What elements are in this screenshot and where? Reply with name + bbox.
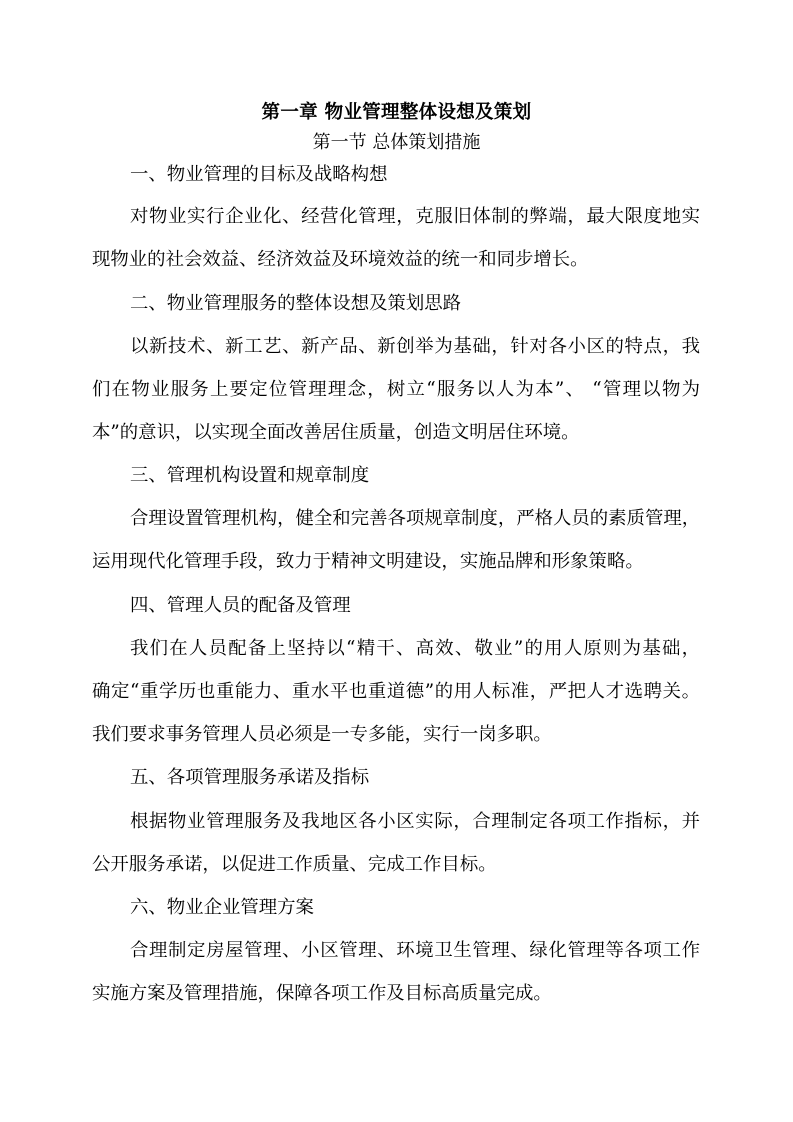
- paragraph-line: 现物业的社会效益、经济效益及环境效益的统一和同步增长。: [92, 249, 589, 270]
- section-heading: 三、管理机构设置和规章制度: [130, 465, 370, 486]
- paragraph-line: 对物业实行企业化、经营化管理，克服旧体制的弊端，最大限度地实: [130, 206, 700, 227]
- section-heading: 五、各项管理服务承诺及指标: [130, 767, 370, 788]
- paragraph-line: 以新技术、新工艺、新产品、新创举为基础，针对各小区的特点，我: [130, 336, 700, 357]
- paragraph-line: 公开服务承诺，以促进工作质量、完成工作目标。: [92, 854, 497, 875]
- paragraph-line: 合理制定房屋管理、小区管理、环境卫生管理、绿化管理等各项工作: [130, 940, 700, 961]
- section-heading: 四、管理人员的配备及管理: [130, 595, 351, 616]
- paragraph-line: 运用现代化管理手段，致力于精神文明建设，实施品牌和形象策略。: [92, 551, 644, 572]
- paragraph-line: 本”的意识，以实现全面改善居住质量，创造文明居住环境。: [92, 422, 580, 443]
- paragraph-line: 我们要求事务管理人员必须是一专多能，实行一岗多职。: [92, 724, 552, 745]
- paragraph-line: 我们在人员配备上坚持以“精干、高效、敬业”的用人原则为基础，: [130, 638, 700, 659]
- chapter-title: 第一章 物业管理整体设想及策划: [261, 102, 532, 123]
- paragraph-line: 们在物业服务上要定位管理理念，树立“服务以人为本”、 “管理以物为: [92, 379, 700, 400]
- paragraph-line: 实施方案及管理措施，保障各项工作及目标高质量完成。: [92, 983, 552, 1004]
- paragraph-line: 确定“重学历也重能力、重水平也重道德”的用人标准，严把人才选聘关。: [92, 681, 700, 702]
- section-title: 第一节 总体策划措施: [312, 132, 481, 153]
- section-heading: 一、物业管理的目标及战略构想: [130, 164, 388, 185]
- section-heading: 二、物业管理服务的整体设想及策划思路: [130, 293, 462, 314]
- paragraph-line: 根据物业管理服务及我地区各小区实际，合理制定各项工作指标，并: [130, 811, 700, 832]
- paragraph-line: 合理设置管理机构，健全和完善各项规章制度，严格人员的素质管理，: [130, 508, 701, 529]
- section-heading: 六、物业企业管理方案: [130, 897, 314, 918]
